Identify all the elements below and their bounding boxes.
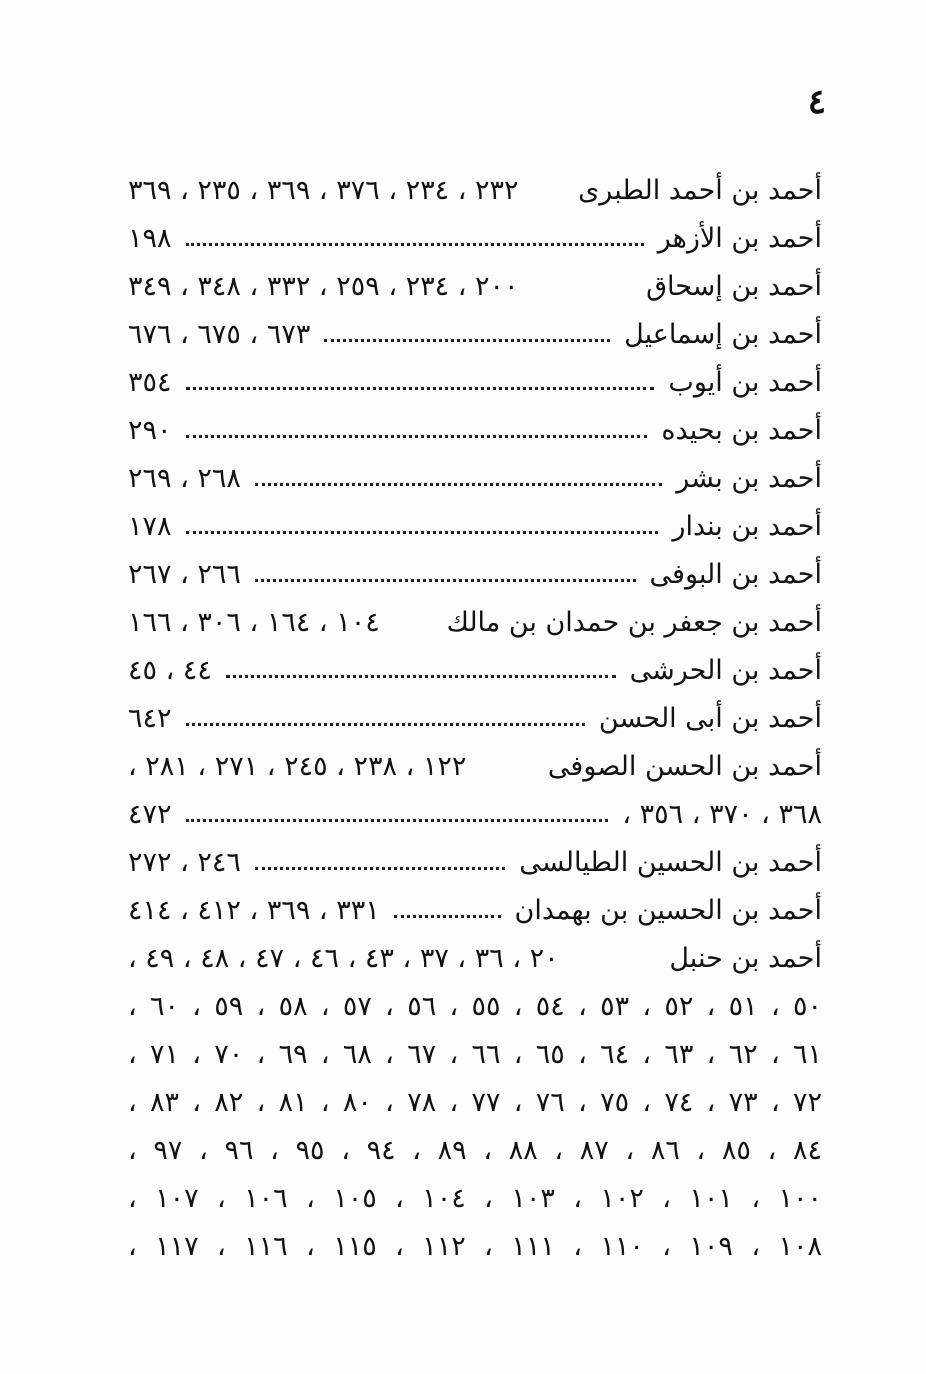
index-list bbox=[128, 162, 822, 1266]
entry-page-references: ٦٧٣ ، ٦٧٥ ، ٦٧٦ bbox=[128, 319, 311, 350]
index-entry bbox=[128, 1218, 822, 1266]
index-entry bbox=[128, 834, 822, 882]
entry-references-continued: ١٠٠ ، ١٠١ ، ١٠٢ ، ١٠٣ ، ١٠٤ ، ١٠٥ ، ١٠٦ ، ١٠٧ ، bbox=[128, 1183, 822, 1214]
dot-leader bbox=[255, 482, 662, 486]
entry-references-continued: ٧٢ ، ٧٣ ، ٧٤ ، ٧٥ ، ٧٦ ، ٧٧ ، ٧٨ ، ٨٠ ، ٨١ ، ٨٢ ، ٨٣ ، bbox=[128, 1087, 822, 1118]
entry-name: أحمد بن إسماعيل bbox=[624, 319, 822, 350]
dot-leader bbox=[186, 530, 659, 534]
entry-references-continued: ١٠٨ ، ١٠٩ ، ١١٠ ، ١١١ ، ١١٢ ، ١١٥ ، ١١٦ ، ١١٧ ، bbox=[128, 1231, 822, 1262]
index-entry bbox=[128, 642, 822, 690]
entry-page-references: ٦٤٢ bbox=[128, 703, 172, 734]
entry-name: أحمد بن الحرشى bbox=[629, 655, 822, 686]
entry-page-references: ٢٩٠ bbox=[128, 415, 172, 446]
index-entry bbox=[128, 978, 822, 1026]
index-entry bbox=[128, 882, 822, 930]
entry-page-references: ٢٤٦ ، ٢٧٢ bbox=[128, 847, 241, 878]
entry-page-references: ١٩٨ bbox=[128, 223, 172, 254]
index-entry bbox=[128, 354, 822, 402]
dot-leader bbox=[186, 386, 655, 390]
entry-name: أحمد بن الأزهر bbox=[657, 223, 822, 254]
entry-page-references: ٢٣٢ ، ٢٣٤ ، ٣٧٦ ، ٣٦٩ ، ٢٣٥ ، ٣٦٩ bbox=[128, 175, 519, 206]
entry-name: أحمد بن إسحاق bbox=[646, 271, 822, 302]
page-number: ٤ bbox=[807, 82, 826, 122]
entry-page-references: ٣٣١ ، ٣٦٩ ، ٤١٢ ، ٤١٤ bbox=[128, 895, 380, 926]
entry-page-references: ٢٦٦ ، ٢٦٧ bbox=[128, 559, 241, 590]
entry-page-references: ٣٥٤ bbox=[128, 367, 172, 398]
entry-page-references: ٢٠٠ ، ٢٣٤ ، ٢٥٩ ، ٣٣٢ ، ٣٤٨ ، ٣٤٩ bbox=[128, 271, 519, 302]
index-entry bbox=[128, 546, 822, 594]
entry-name: أحمد بن حنبل bbox=[669, 943, 822, 974]
entry-name: أحمد بن أبى الحسن bbox=[598, 703, 822, 734]
index-entry bbox=[128, 306, 822, 354]
dot-leader bbox=[186, 818, 609, 822]
entry-references-continued: ٦١ ، ٦٢ ، ٦٣ ، ٦٤ ، ٦٥ ، ٦٦ ، ٦٧ ، ٦٨ ، ٦٩ ، ٧٠ ، ٧١ ، bbox=[128, 1039, 822, 1070]
dot-leader bbox=[255, 578, 636, 582]
dot-leader bbox=[226, 674, 616, 678]
entry-name: أحمد بن بحيده bbox=[661, 415, 822, 446]
dot-leader bbox=[186, 242, 644, 246]
index-entry bbox=[128, 1074, 822, 1122]
entry-page-references: ١٠٤ ، ١٦٤ ، ٣٠٦ ، ١٦٦ bbox=[128, 607, 380, 638]
index-entry bbox=[128, 1170, 822, 1218]
index-entry bbox=[128, 162, 822, 210]
dot-leader bbox=[394, 914, 501, 918]
dot-leader bbox=[186, 722, 585, 726]
index-entry bbox=[128, 450, 822, 498]
index-entry bbox=[128, 1026, 822, 1074]
index-entry bbox=[128, 498, 822, 546]
entry-page-references: ٢٦٨ ، ٢٦٩ bbox=[128, 463, 241, 494]
entry-page-references: ١٢٢ ، ٢٣٨ ، ٢٤٥ ، ٢٧١ ، ٢٨١ ، bbox=[128, 751, 467, 782]
entry-references-continued: ٨٤ ، ٨٥ ، ٨٦ ، ٨٧ ، ٨٨ ، ٨٩ ، ٩٤ ، ٩٥ ، ٩٦ ، ٩٧ ، bbox=[128, 1135, 822, 1166]
entry-page-references: ١٧٨ bbox=[128, 511, 172, 542]
entry-name: أحمد بن أحمد الطبرى bbox=[578, 175, 822, 206]
entry-name: أحمد بن بندار bbox=[672, 511, 822, 542]
index-entry bbox=[128, 786, 822, 834]
entry-name: أحمد بن الحسين بن بهمدان bbox=[514, 895, 822, 926]
index-entry bbox=[128, 1122, 822, 1170]
index-entry bbox=[128, 210, 822, 258]
entry-name: ٣٦٨ ، ٣٧٠ ، ٣٥٦ ، bbox=[622, 799, 822, 830]
entry-name: أحمد بن أيوب bbox=[668, 367, 822, 398]
index-entry bbox=[128, 258, 822, 306]
index-entry bbox=[128, 402, 822, 450]
dot-leader bbox=[255, 866, 505, 870]
entry-name: أحمد بن جعفر بن حمدان بن مالك bbox=[446, 607, 822, 638]
dot-leader bbox=[324, 338, 610, 342]
index-entry bbox=[128, 930, 822, 978]
entry-name: أحمد بن الحسن الصوفى bbox=[547, 751, 822, 782]
entry-name: أحمد بن الحسين الطيالسى bbox=[519, 847, 822, 878]
index-entry bbox=[128, 594, 822, 642]
entry-name: أحمد بن بشر bbox=[676, 463, 822, 494]
index-entry bbox=[128, 690, 822, 738]
entry-references-continued: ٥٠ ، ٥١ ، ٥٢ ، ٥٣ ، ٥٤ ، ٥٥ ، ٥٦ ، ٥٧ ، ٥٨ ، ٥٩ ، ٦٠ ، bbox=[128, 991, 822, 1022]
dot-leader bbox=[186, 434, 648, 438]
entry-page-references: ٤٧٢ bbox=[128, 799, 172, 830]
index-entry bbox=[128, 738, 822, 786]
entry-page-references: ٢٠ ، ٣٦ ، ٣٧ ، ٤٣ ، ٤٦ ، ٤٧ ، ٤٨ ، ٤٩ ، bbox=[128, 943, 559, 974]
entry-page-references: ٤٤ ، ٤٥ bbox=[128, 655, 212, 686]
entry-name: أحمد بن البوفى bbox=[649, 559, 822, 590]
